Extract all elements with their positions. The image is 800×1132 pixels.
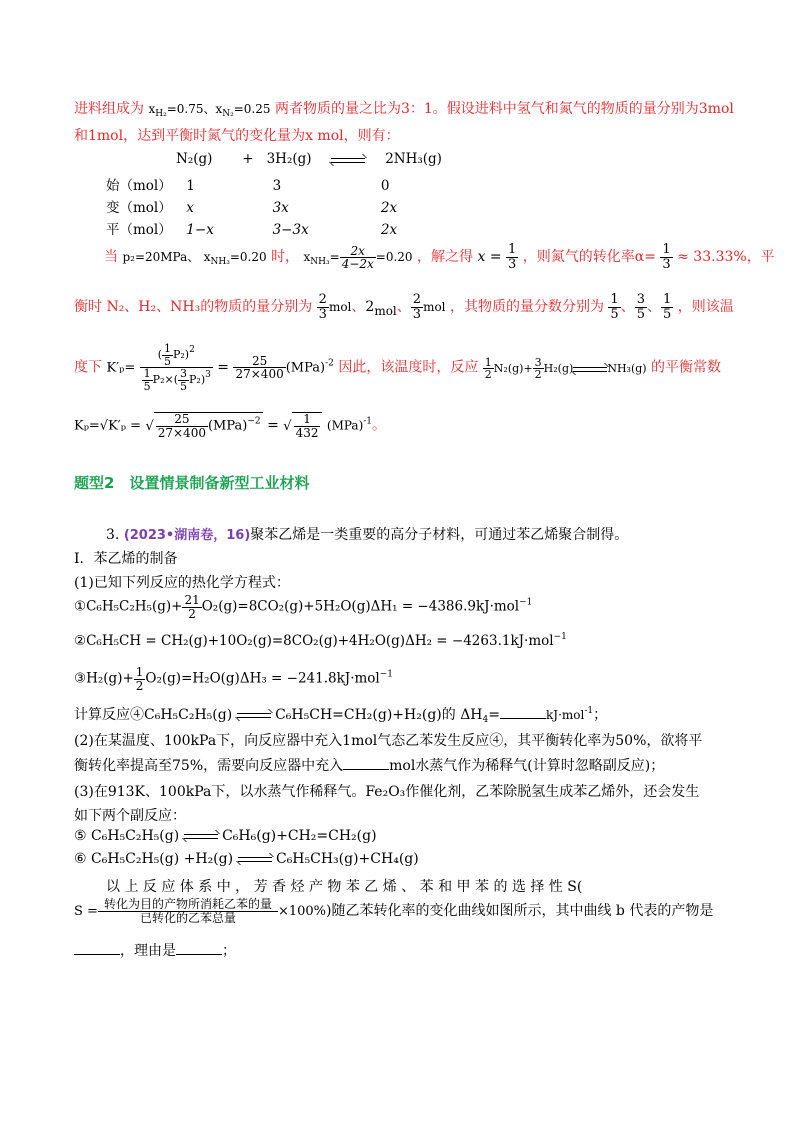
sub3-line1: (3)在913K、100kPa下，以水蒸气作稀释气。Fe₂O₃作催化剂，乙苯除脱氢生成苯乙烯外，还会发生 (74, 784, 700, 800)
sub2-b: 衡转化率提高至75%，需要向反应器中充入 (74, 758, 344, 774)
exp: -2 (325, 358, 334, 369)
equilibrium-arrow-icon (237, 711, 271, 719)
ice-cell: 3−3x (272, 222, 309, 238)
frac-two-thirds (317, 293, 329, 321)
frac-num: 25 (233, 355, 285, 369)
kp-den: $\frac{1}{5}$ P₂×( $\frac{3}{5}$ P₂)$^3$ (143, 367, 211, 393)
q3-source: (2023•湖南卷，16) (123, 528, 251, 543)
para4-line (74, 412, 386, 439)
ice-row-change (106, 196, 397, 216)
reaction-5 (74, 828, 377, 844)
para1-text-a: 进料组成为 (74, 101, 144, 117)
eq2: ②C₆H₅CH = CH₂(g)+10O₂(g)=8CO₂(g)+4H₂O(g)ΔH₂ = −4263.1kJ·mol (74, 633, 554, 649)
ice-cell: 2x (380, 222, 398, 238)
frac-num: 21 (184, 593, 200, 607)
frac-den: 5 (662, 306, 672, 322)
para2-a: 当 (104, 249, 118, 266)
frac-num: 1 (135, 665, 144, 679)
exp: −1 (519, 597, 533, 608)
equation-3 (74, 666, 393, 692)
equilibrium-arrow-icon (184, 832, 218, 840)
selectivity-formula (74, 898, 713, 924)
calc-line (74, 704, 607, 725)
frac-three-fifths (635, 293, 647, 321)
mol-unit: mol (374, 304, 397, 319)
frac-den: 2 (534, 368, 542, 382)
selectivity-frac (98, 898, 278, 924)
selectivity-line: 以 上 反 应 体 系 中 ， 芳 香 烃 产 物 苯 乙 烯 、 苯 和 甲 苯 的 选 择 性 S( (106, 879, 583, 895)
frac-den: 5 (143, 379, 151, 393)
ice-cell: 1 (186, 178, 195, 194)
sub2-c: mol水蒸气作为稀释气(计算时忽略副反应)； (389, 758, 665, 774)
eq3-left: ③H₂(g)+ (74, 670, 134, 687)
para3-a: 度下 (74, 359, 102, 376)
para2-line2 (74, 293, 734, 321)
answer-blank-dh4[interactable] (500, 718, 546, 719)
kp-big-frac (140, 343, 213, 392)
two: 2 (365, 299, 375, 316)
p2-term: P₂ (189, 373, 201, 387)
frac-two-thirds-2 (411, 293, 423, 321)
reaction-half (483, 355, 647, 382)
frac-den: 5 (163, 354, 171, 368)
ice-h-n2: N₂(g) (176, 151, 213, 167)
frac-den: 432 (295, 425, 319, 440)
frac-1-2 (134, 666, 146, 692)
frac-num: 1 (610, 292, 619, 307)
frac-num: 1 (294, 413, 321, 427)
frac-num: 1 (662, 292, 672, 307)
last-b: ； (222, 943, 236, 959)
frac-den: 27×400 (235, 367, 284, 382)
ice-label: 平（mol） (106, 222, 172, 238)
frac-num: 1 (163, 342, 171, 355)
frac-one-fifth-k (162, 343, 173, 367)
frac-num: 2 (412, 292, 422, 307)
xnh3-val: =0.20 (229, 250, 267, 265)
frac-den: 3 (318, 306, 327, 322)
p2-term: P₂ (172, 348, 185, 362)
ice-row-equilibrium (106, 218, 397, 238)
sub2-line2 (74, 755, 664, 775)
period: 。 (372, 417, 387, 434)
frac-den: 5 (610, 306, 619, 322)
xn2-sub: N₂ (222, 109, 234, 119)
kp: Kₚ=√K′ₚ = (74, 418, 141, 434)
xn2-val: =0.25 (233, 102, 271, 116)
frac-alpha (660, 243, 672, 271)
sep: 、 (620, 299, 635, 316)
xnh3-sub: NH₃ (210, 257, 230, 268)
calc-b: C₆H₅CH=CH₂(g)+H₂(g)的 ΔH (275, 707, 483, 723)
calc-sub: 4 (482, 715, 489, 725)
frac-den: 已转化的乙苯总量 (139, 910, 236, 925)
sep: 、 (351, 299, 366, 316)
q3-part1: Ⅰ．苯乙烯的制备 (74, 551, 178, 567)
para1-line2: 和1mol，达到平衡时氮气的变化量为x mol，则有： (74, 128, 400, 144)
xnh3-sub-2: NH₃ (310, 257, 330, 268)
unit: (MPa) (326, 418, 364, 433)
frac-num: 25 (156, 413, 208, 427)
sqrt-1: √ $\frac{25}{27\times 400}$ (MPa)$^{-2}$ (145, 412, 261, 440)
frac-den: 3 (508, 256, 517, 272)
eq3-right: O₂(g)=H₂O(g)ΔH₃ = −241.8kJ·mol (145, 670, 380, 687)
sup: 2 (189, 345, 195, 356)
kp-prime: K′ₚ= (106, 360, 136, 376)
frac-num: 转化为目的产物所消耗乙苯的量 (98, 898, 278, 912)
frac-three-halves (533, 357, 544, 381)
frac-num: 3 (180, 367, 187, 381)
mol-unit: mol (328, 300, 352, 315)
sup: 3 (205, 370, 211, 381)
equilibrium-arrow-icon (573, 365, 607, 373)
frac-den: 2 (135, 678, 144, 693)
frac-den: 5 (636, 306, 645, 322)
frac-1-432 (294, 413, 321, 439)
para2-c: ，解之得 (417, 249, 474, 266)
xh2-val: =0.75、 (166, 102, 216, 116)
ice-cell: 0 (380, 178, 390, 194)
para3-line (74, 343, 721, 392)
para2-b: 时， (271, 249, 300, 266)
exp: −1 (379, 669, 394, 680)
frac-25-over (233, 355, 285, 381)
frac-val: =0.20 (375, 250, 413, 265)
sqrt-body (292, 412, 323, 439)
calc-unit: kJ·mol (546, 708, 585, 722)
para2-line2-c: ，则该温 (677, 299, 734, 316)
answer-blank-steam[interactable] (343, 769, 389, 770)
q3-sub1: (1)已知下列反应的热化学方程式： (74, 575, 290, 591)
answer-blank-curve-b[interactable] (74, 954, 120, 955)
q3-intro-text: 聚苯乙烯是一类重要的高分子材料，可通过苯乙烯聚合制得。 (250, 527, 629, 543)
reaction-6 (74, 851, 419, 867)
frac-num: 2 (318, 292, 327, 307)
sqrt-body (154, 412, 263, 439)
calc-c: = (488, 707, 500, 723)
equilibrium-arrow-icon (331, 156, 365, 164)
ice-row-start (106, 174, 389, 194)
rx6-right: C₆H₅CH₃(g)+CH₄(g) (275, 851, 419, 867)
frac-half (483, 357, 494, 381)
last-a: ，理由是 (120, 943, 176, 959)
frac-25 (156, 413, 208, 439)
frac-num: 1 (662, 242, 671, 257)
para1-text-b: 两者物质的量之比为3：1。假设进料中氢气和氮气的物质的量分别为3mol (274, 101, 734, 117)
ice-h-nh3: 2NH₃(g) (385, 151, 442, 167)
calc-a: 计算反应④C₆H₅C₂H₅(g) (74, 707, 233, 723)
eq: = (267, 417, 279, 434)
ice-label: 始（mol） (106, 178, 172, 194)
unit: (MPa) (207, 418, 248, 434)
calc-e: ； (593, 707, 608, 723)
xnh3-expr: $x_{NH_3}=0.20$ (203, 250, 267, 268)
para2-line2-b: ，其物质的量分数分别为 (449, 299, 604, 316)
exp: -1 (363, 416, 373, 427)
xh2-expr: $x_{H_2}=0.75$、$x_{N_2}=0.25$ (148, 102, 271, 119)
x-eq: x = (477, 249, 502, 266)
rx5-right: C₆H₆(g)+CH₂=CH₂(g) (222, 828, 377, 844)
ice-cell: 3x (272, 200, 289, 216)
exp: −1 (553, 632, 567, 642)
sep: 、 (646, 299, 661, 316)
para2-e: ≈ 33.33%，平 (677, 249, 775, 266)
final-line (74, 940, 236, 960)
frac-num: 3 (636, 292, 645, 307)
frac-one-fifth-2 (661, 293, 673, 321)
rx5-left: ⑤ C₆H₅C₂H₅(g) (74, 828, 180, 844)
ice-cell: 1−x (186, 222, 214, 238)
q3-intro (106, 524, 628, 544)
xnh3-fraction: $x_{NH_3}=$ $\frac{2x}{4-2x}$ =0.20 (303, 243, 413, 272)
rxn-n2: N₂(g)+ (493, 361, 533, 375)
xh2-sub: H₂ (155, 109, 167, 119)
frac-21-2 (182, 594, 201, 620)
ice-cell: 3 (272, 178, 282, 194)
ice-cell: x (186, 200, 194, 216)
ice-h-h2: 3H₂(g) (266, 151, 312, 167)
eq1-right: O₂(g)=8CO₂(g)+5H₂O(g)ΔH₁ = −4386.9kJ·mol (201, 598, 520, 615)
frac-den: 2 (188, 606, 196, 621)
para1-line1 (74, 98, 734, 119)
sel-tail: )随乙苯转化率的变化曲线如图所示，其中曲线 b 代表的产物是 (326, 903, 714, 920)
ice-label: 变（mol） (106, 200, 172, 216)
frac-den: 5 (180, 379, 187, 393)
ice-cell: 2x (380, 200, 398, 216)
frac-den: 27×400 (157, 425, 206, 440)
sel-s: S = (74, 904, 98, 920)
p2-term: P₂ (152, 373, 165, 387)
rxn-nh3: NH₃(g) (607, 361, 647, 375)
frac-den: 4−2x (341, 257, 374, 272)
frac-den: 3 (412, 306, 422, 322)
eq1-left: ①C₆H₅C₂H₅(g)+ (74, 598, 183, 615)
frac-num: 1 (508, 242, 517, 257)
exp: -1 (584, 706, 594, 716)
sub3-line2: 如下两个副反应： (74, 808, 186, 824)
para3-b: 因此，该温度时，反应 (338, 359, 479, 376)
equation-2 (74, 632, 567, 649)
frac-den: 3 (662, 256, 671, 272)
frac-three-fifths-k (178, 368, 189, 392)
unit: (MPa) (285, 360, 326, 376)
ice-h-plus: + (242, 151, 254, 167)
sqrt-2: √ $\frac{1}{432}$ (283, 419, 322, 434)
eq: = (217, 359, 230, 376)
q3-number: 3. (106, 527, 120, 543)
frac-num: 2x (340, 245, 376, 259)
frac-one-third (506, 243, 518, 271)
equation-1 (74, 594, 532, 620)
frac-one-fifth-k2 (142, 368, 153, 392)
mol-unit: mol (423, 300, 446, 315)
frac-num: 1 (484, 355, 492, 369)
section-title: 题型2 设置情景制备新型工业材料 (74, 474, 310, 492)
frac-2x (340, 245, 376, 271)
sep: 、 (396, 299, 411, 316)
equilibrium-arrow-icon (238, 855, 272, 863)
exp: −2 (247, 416, 261, 427)
frac-den: 2 (484, 368, 492, 382)
para2-d: ，则氮气的转化率α= (522, 249, 656, 266)
frac-one-fifth (608, 293, 620, 321)
answer-blank-reason[interactable] (176, 954, 222, 955)
para2-line1 (104, 243, 775, 271)
kp-num: ( $\frac{1}{5}$ P₂)$^2$ (140, 343, 213, 368)
frac-num: 1 (143, 367, 151, 381)
rx6-left: ⑥ C₆H₅C₂H₅(g) +H₂(g) (74, 851, 234, 867)
rxn-h2: H₂(g) (543, 361, 574, 375)
frac-num: 3 (534, 355, 542, 369)
sub2-line1: (2)在某温度、100kPa下，向反应器中充入1mol气态乙苯发生反应④，其平衡转化率为50%，欲将平 (74, 733, 703, 749)
sel-x: ×100% (277, 904, 327, 920)
para3-c: 的平衡常数 (651, 359, 722, 376)
para2-line2-a: 衡时 N₂、H₂、NH₃的物质的量分别为 (74, 299, 313, 316)
p2-expr: p₂=20MPa、 (122, 250, 200, 265)
ice-header (176, 151, 442, 167)
